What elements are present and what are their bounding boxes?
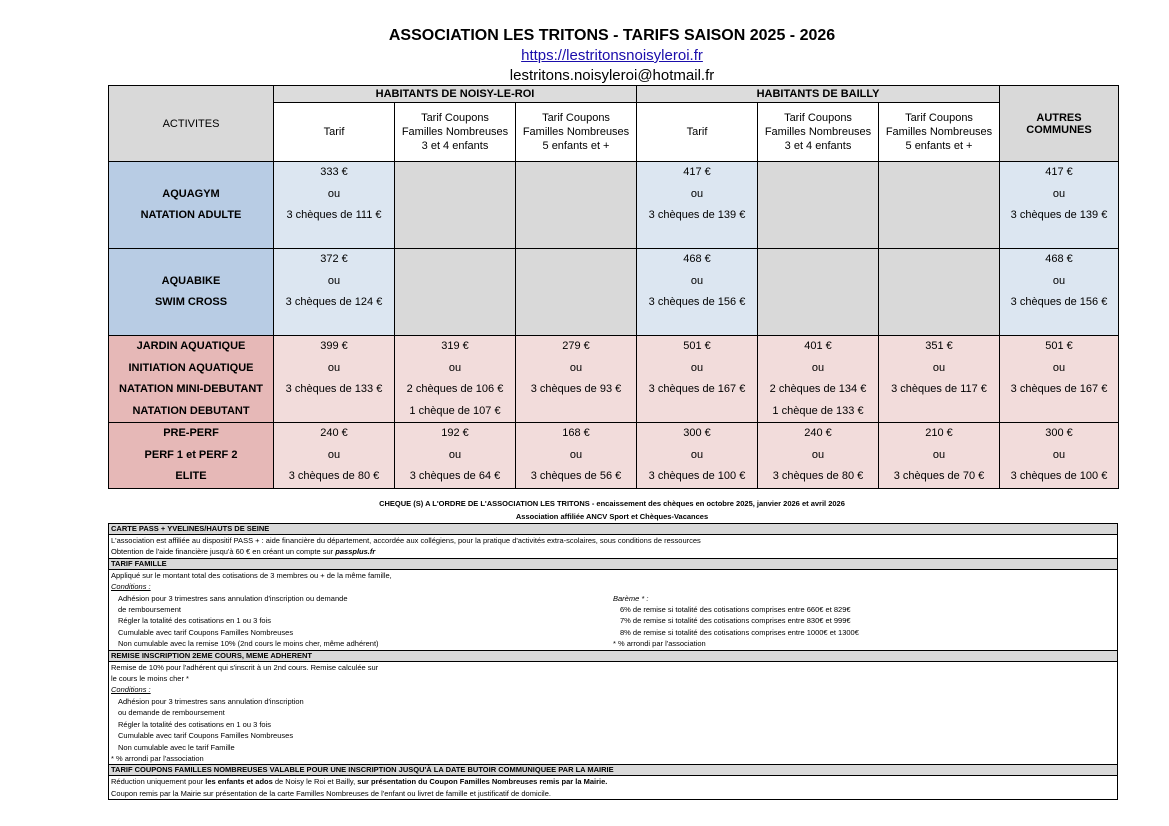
price-cell: 240 € ou 3 chèques de 80 € <box>758 423 879 489</box>
empty-cell <box>395 162 516 249</box>
section-pass: CARTE PASS + YVELINES/HAUTS DE SEINE <box>109 524 1118 535</box>
col-autres: AUTRES COMMUNES <box>1000 86 1119 162</box>
price-cell: 333 € ou 3 chèques de 111 € <box>274 162 395 249</box>
col-bailly-coupon-34: Tarif Coupons Familles Nombreuses 3 et 4 enfants <box>758 103 879 162</box>
empty-cell <box>395 249 516 336</box>
table-row <box>109 423 1119 489</box>
page-title: ASSOCIATION LES TRITONS - TARIFS SAISON 2025 - 2026 <box>388 27 836 44</box>
section-remise: REMISE INSCRIPTION 2EME COURS, MEME ADHERENT <box>109 650 1118 661</box>
passplus-link[interactable]: passplus.fr <box>335 547 376 557</box>
group-noisy: HABITANTS DE NOISY-LE-ROI <box>274 86 637 103</box>
col-noisy-tarif: Tarif <box>274 103 395 162</box>
website-link[interactable]: https://lestritonsnoisyleroi.fr <box>521 47 703 64</box>
price-cell: 240 € ou 3 chèques de 80 € <box>274 423 395 489</box>
col-bailly-tarif: Tarif <box>637 103 758 162</box>
price-cell: 351 € ou 3 chèques de 117 € <box>879 336 1000 423</box>
activity-cell: AQUAGYM NATATION ADULTE <box>109 162 274 249</box>
coupons-content: Réduction uniquement pour les enfants et ados de Noisy le Roi et Bailly, sur présentation du Coupon Familles Nombreuses remis par la Mairie. Coupon remis par la Mairie sur présentation de la carte Familles Nombreuses de l'enfant ou livret de famille et justificatif de domicile. <box>109 776 1118 800</box>
col-activites: ACTIVITES <box>109 86 274 162</box>
empty-cell <box>879 249 1000 336</box>
empty-cell <box>516 162 637 249</box>
remise-content: Remise de 10% pour l'adhérent qui s'inscrit à un 2nd cours. Remise calculée sur le cours le moins cher * Conditions : Adhésion pour 3 trimestres sans annulation d'inscription ou demande de remboursement Régler la totalité des cotisations en 1 ou 3 fois Cumulable avec tarif Coupons Familles Nombreuses Non cumulable avec le tarif Famille * % arrondi par l'association <box>109 661 1118 765</box>
price-cell: 417 € ou 3 chèques de 139 € <box>637 162 758 249</box>
table-row <box>109 162 1119 249</box>
contact-email: lestritons.noisyleroi@hotmail.fr <box>509 67 715 84</box>
activity-cell: PRE-PERF PERF 1 et PERF 2 ELITE <box>109 423 274 489</box>
activity-cell: JARDIN AQUATIQUE INITIATION AQUATIQUE NATATION MINI-DEBUTANT NATATION DEBUTANT <box>109 336 274 423</box>
empty-cell <box>758 162 879 249</box>
info-table <box>108 523 1118 800</box>
price-cell: 210 € ou 3 chèques de 70 € <box>879 423 1000 489</box>
col-noisy-coupon-5: Tarif Coupons Familles Nombreuses 5 enfants et + <box>516 103 637 162</box>
price-cell: 300 € ou 3 chèques de 100 € <box>637 423 758 489</box>
activity-cell: AQUABIKE SWIM CROSS <box>109 249 274 336</box>
empty-cell <box>879 162 1000 249</box>
price-cell: 319 € ou 2 chèques de 106 € 1 chèque de 107 € <box>395 336 516 423</box>
empty-cell <box>758 249 879 336</box>
price-cell: 279 € ou 3 chèques de 93 € <box>516 336 637 423</box>
price-cell: 468 € ou 3 chèques de 156 € <box>1000 249 1119 336</box>
affiliation-note: Association affiliée ANCV Sport et Chèques-Vacances <box>515 512 709 521</box>
price-cell: 168 € ou 3 chèques de 56 € <box>516 423 637 489</box>
price-cell: 468 € ou 3 chèques de 156 € <box>637 249 758 336</box>
price-cell: 372 € ou 3 chèques de 124 € <box>274 249 395 336</box>
price-cell: 300 € ou 3 chèques de 100 € <box>1000 423 1119 489</box>
table-row <box>109 249 1119 336</box>
section-famille: TARIF FAMILLE <box>109 558 1118 569</box>
price-cell: 501 € ou 3 chèques de 167 € <box>1000 336 1119 423</box>
col-bailly-coupon-5: Tarif Coupons Familles Nombreuses 5 enfants et + <box>879 103 1000 162</box>
col-noisy-coupon-34: Tarif Coupons Familles Nombreuses 3 et 4 enfants <box>395 103 516 162</box>
empty-cell <box>516 249 637 336</box>
cheques-note: CHEQUE (S) A L'ORDRE DE L'ASSOCIATION LES TRITONS - encaissement des chèques en octobre 2025, janvier 2026 et avril 2026 <box>379 499 845 508</box>
group-bailly: HABITANTS DE BAILLY <box>637 86 1000 103</box>
table-row <box>109 336 1119 423</box>
pass-content: L'association est affiliée au dispositif PASS + : aide financière du département, accordée aux collégiens, pour la pratique d'activités extra-scolaires, sous conditions de ressources Obtention de l'aide financière jusqu'à 60 € en créant un compte sur passplus.fr <box>109 535 1118 559</box>
price-cell: 417 € ou 3 chèques de 139 € <box>1000 162 1119 249</box>
tarifs-table <box>108 85 1119 489</box>
price-cell: 501 € ou 3 chèques de 167 € <box>637 336 758 423</box>
famille-content: Appliqué sur le montant total des cotisations de 3 membres ou + de la même famille, Conditions : Adhésion pour 3 trimestres sans annulation d'inscription ou demande de remboursement Régler la totalité des cotisations en 1 ou 3 fois Cumulable avec tarif Coupons Familles Nombreuses Non cumulable avec la remise 10% (2nd cours le moins cher, même adhérent) Barème * : 6% de remise si totalité des cotisations comprises entre 660€ et 829€ 7% de remise si totalité des cotisations comprises entre 830€ et 999€ 8% de remise si totalité des cotisations comprises entre 1000€ et 1300€ * % arrondi par l'association <box>109 569 1118 650</box>
section-coupons: TARIF COUPONS FAMILLES NOMBREUSES VALABLE POUR UNE INSCRIPTION JUSQU'À LA DATE BUTOIR COMMUNIQUEE PAR LA MAIRIE <box>109 765 1118 776</box>
price-cell: 192 € ou 3 chèques de 64 € <box>395 423 516 489</box>
price-cell: 401 € ou 2 chèques de 134 € 1 chèque de 133 € <box>758 336 879 423</box>
price-cell: 399 € ou 3 chèques de 133 € <box>274 336 395 423</box>
